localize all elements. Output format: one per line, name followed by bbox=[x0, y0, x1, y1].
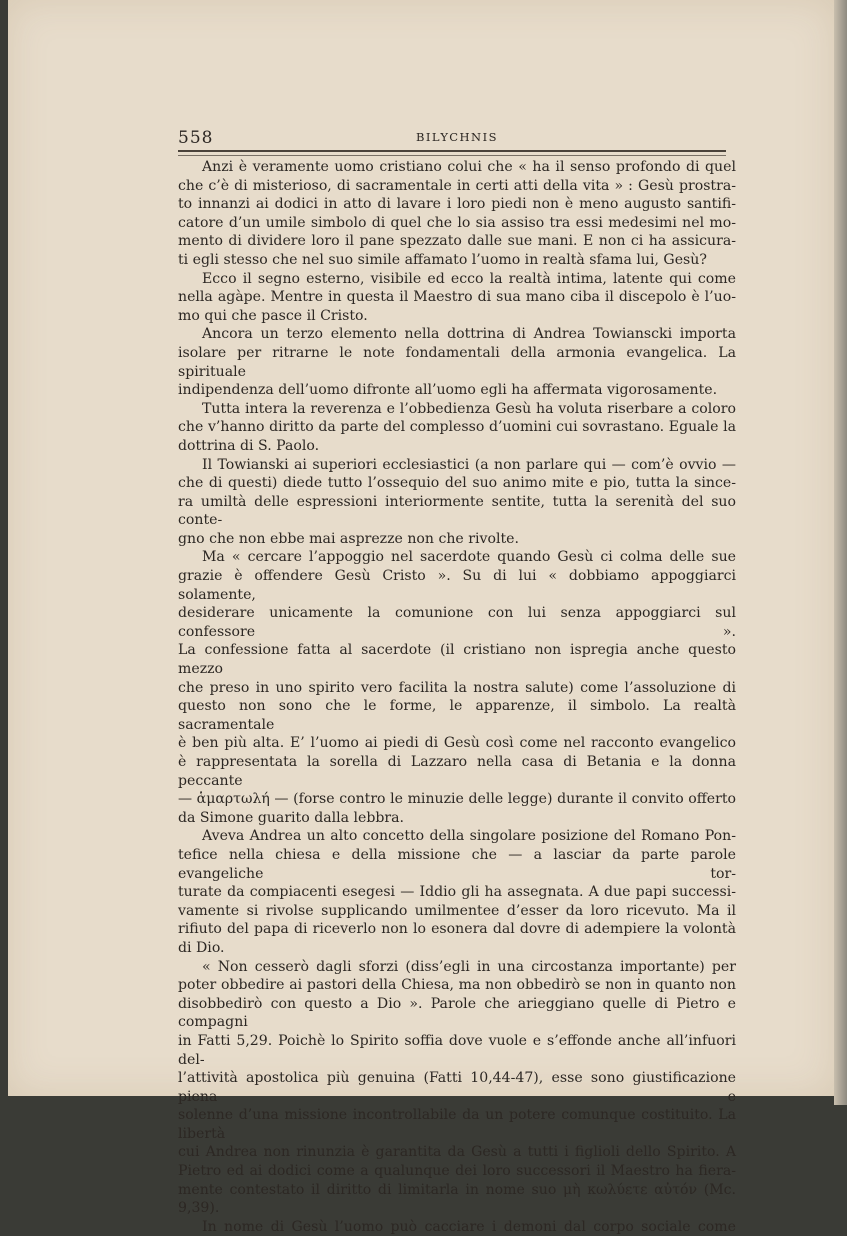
text-line: Ecco il segno esterno, visibile ed ecco la realtà intima, latente qui come bbox=[202, 270, 736, 287]
text-line: rifiuto del papa di riceverlo non lo esonera dal dovre di adempiere la volontà bbox=[178, 921, 736, 938]
text-line: l’attività apostolica più genuina (Fatti 10,44-47), esse sono giustificazione piena e bbox=[178, 1070, 736, 1105]
text-line: grazie è offendere Gesù Cristo ». Su di lui « dobbiamo appoggiarci solamente, bbox=[178, 568, 736, 603]
text-line: disobbedirò con questo a Dio ». Parole che arieggiano quelle di Pietro e compagni bbox=[178, 995, 736, 1031]
text-line: — ἁμαρτωλή — (forse contro le minuzie delle legge) durante il convito offerto bbox=[178, 791, 736, 808]
page-number: 558 bbox=[178, 128, 214, 148]
text-line: Aveva Andrea un alto concetto della singolare posizione del Romano Pon- bbox=[202, 828, 736, 845]
text-line: Ancora un terzo elemento nella dottrina di Andrea Towianscki importa bbox=[202, 326, 736, 343]
text-line: dottrina di S. Paolo. bbox=[178, 437, 320, 454]
text-line: che c’è di misterioso, di sacramentale in certi atti della vita » : Gesù prostra- bbox=[178, 177, 736, 194]
text-line: Tutta intera la reverenza e l’obbedienza Gesù ha voluta riserbare a coloro bbox=[202, 400, 736, 417]
text-line: mo qui che pasce il Cristo. bbox=[178, 307, 368, 324]
text-line: è ben più alta. E’ l’uomo ai piedi di Gesù così come nel racconto evangelico bbox=[178, 735, 736, 752]
text-line: Anzi è veramente uomo cristiano colui che « ha il senso profondo di quel bbox=[202, 159, 736, 175]
text-line: « Non cesserò dagli sforzi (diss’egli in una circostanza importante) per bbox=[202, 958, 736, 975]
text-line: questo non sono che le forme, le apparenze, il simbolo. La realtà sacramentale bbox=[178, 698, 736, 733]
page-edge bbox=[834, 0, 847, 1105]
text-line: di Dio. bbox=[178, 939, 225, 956]
text-line: isolare per ritrarne le note fondamentali della armonia evangelica. La spirituale bbox=[178, 344, 736, 380]
text-line: che di questi) diede tutto l’ossequio del suo animo mite e pio, tutta la since- bbox=[178, 475, 736, 492]
text-line: Il Towianski ai superiori ecclesiastici (a non parlare qui — com’è ovvio — bbox=[202, 456, 736, 473]
text-line: da Simone guarito dalla lebbra. bbox=[178, 809, 405, 826]
article-body bbox=[178, 158, 736, 1236]
text-line: nella agàpe. Mentre in questa il Maestro di sua mano ciba il discepolo è l’uo- bbox=[178, 289, 736, 306]
text-line: La confessione fatta al sacerdote (il cristiano non ispregia anche questo mezzo bbox=[178, 642, 736, 678]
header-rule-thin bbox=[178, 155, 726, 156]
text-line: mente contestato il diritto di limitarla in nome suo μὴ κωλύετε αὐτόν (Mc. 9,39). bbox=[178, 1181, 736, 1217]
text-line: che v’hanno diritto da parte del complesso d’uomini cui sovrastano. Eguale la bbox=[178, 419, 736, 436]
text-line: to innanzi ai dodici in atto di lavare i loro piedi non è meno augusto santifi- bbox=[178, 196, 736, 213]
text-line: turate da compiacenti esegesi — Iddio gli ha assegnata. A due papi successi- bbox=[178, 884, 736, 901]
text-line: vamente si rivolse supplicando umilmentee d’esser da loro ricevuto. Ma il bbox=[178, 902, 736, 919]
text-line: catore d’un umile simbolo di quel che lo sia assiso tra essi medesimi nel mo- bbox=[178, 214, 736, 231]
text-line: che preso in uno spirito vero facilita la nostra salute) come l’assoluzione di bbox=[178, 679, 736, 696]
text-line: solenne d’una missione incontrollabile da un potere comunque costituito. La libertà bbox=[178, 1107, 736, 1142]
running-title: BILYCHNIS bbox=[415, 130, 499, 144]
text-line: gno che non ebbe mai asprezze non che rivolte. bbox=[178, 530, 519, 547]
header-rule bbox=[178, 150, 726, 152]
text-line: Pietro ed ai dodici come a qualunque dei loro successori il Maestro ha fiera- bbox=[178, 1163, 736, 1180]
text-line: desiderare unicamente la comunione con lui senza appoggiarci sul confessore ». bbox=[178, 605, 736, 640]
text-line: ti egli stesso che nel suo simile affamato l’uomo in realtà sfama lui, Gesù? bbox=[178, 251, 707, 268]
text-line: mento di dividere loro il pane spezzato dalle sue mani. E non ci ha assicura- bbox=[178, 233, 736, 250]
text-line: cui Andrea non rinunzia è garantita da Gesù a tutti i figlioli dello Spirito. A bbox=[178, 1144, 736, 1161]
text-line: poter obbedire ai pastori della Chiesa, ma non obbedirò se non in quanto non bbox=[178, 977, 736, 994]
text-line: in Fatti 5,29. Poichè lo Spirito soffia dove vuole e s’effonde anche all’infuori del- bbox=[178, 1032, 736, 1068]
text-line: indipendenza dell’uomo difronte all’uomo egli ha affermata vigorosamente. bbox=[178, 382, 718, 399]
text-line: In nome di Gesù l’uomo può cacciare i demoni dal corpo sociale come bbox=[202, 1218, 736, 1235]
text-line: è rappresentata la sorella di Lazzaro nella casa di Betania e la donna peccante bbox=[178, 754, 736, 789]
text-line: ra umiltà delle espressioni interiormente sentite, tutta la serenità del suo conte- bbox=[178, 493, 736, 529]
text-line: tefice nella chiesa e della missione che — a lasciar da parte parole evangeliche tor- bbox=[178, 846, 736, 882]
text-line: Ma « cercare l’appoggio nel sacerdote quando Gesù ci colma delle sue bbox=[202, 549, 736, 566]
page-header bbox=[178, 128, 736, 150]
